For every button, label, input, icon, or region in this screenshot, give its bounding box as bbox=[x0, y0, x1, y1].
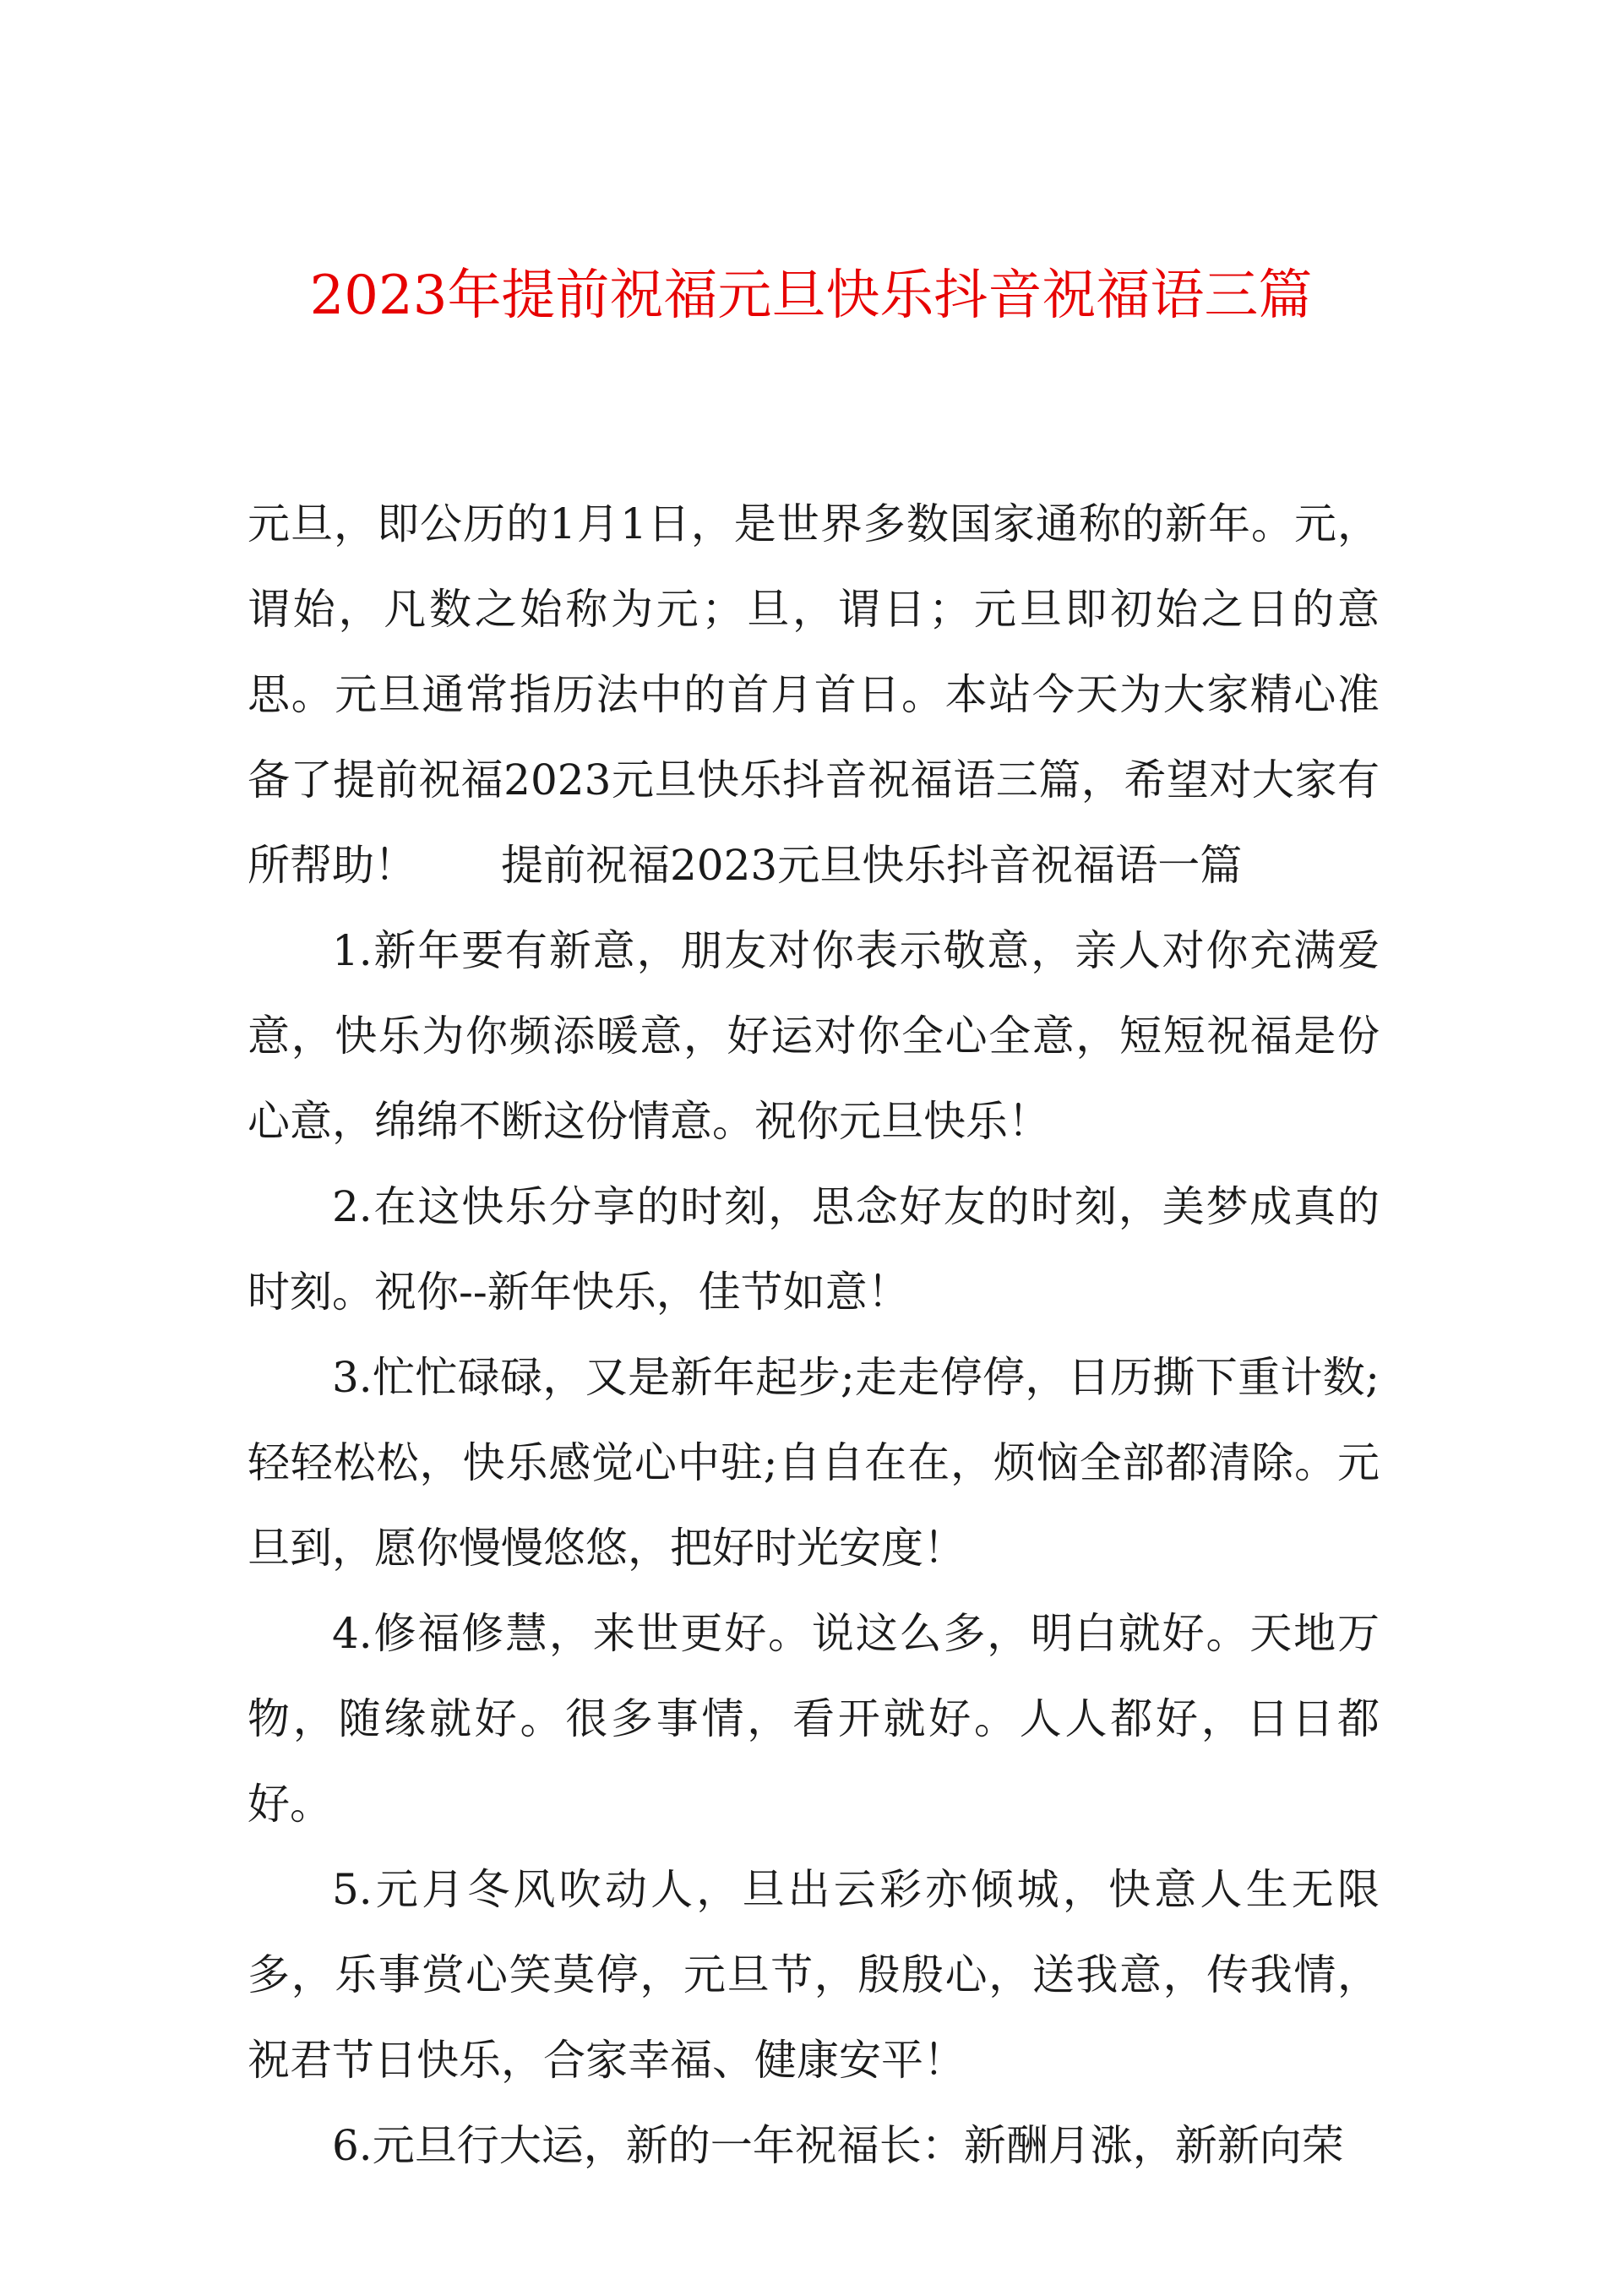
list-item: 3.忙忙碌碌，又是新年起步;走走停停，日历撕下重计数;轻轻松松，快乐感觉心中驻;自自在在，烦恼全部都清除。元旦到，愿你慢慢悠悠，把好时光安度！ bbox=[248, 1353, 1380, 1573]
list-item: 1.新年要有新意，朋友对你表示敬意，亲人对你充满爱意，快乐为你频添暖意，好运对你全心全意，短短祝福是份心意，绵绵不断这份情意。祝你元旦快乐！ bbox=[248, 926, 1380, 1146]
section-heading: 提前祝福2023元旦快乐抖音祝福语一篇 bbox=[501, 841, 1243, 890]
list-item: 2.在这快乐分享的时刻，思念好友的时刻，美梦成真的时刻。祝你--新年快乐，佳节如意！ bbox=[248, 1182, 1380, 1317]
intro-paragraph bbox=[248, 482, 1380, 908]
intro-text: 元旦，即公历的1月1日，是世界多数国家通称的新年。元，谓始，凡数之始称为元；旦，谓日；元旦即初始之日的意思。元旦通常指历法中的首月首日。本站今天为大家精心准备了提前祝福2023元旦快乐抖音祝福语三篇，希望对大家有所帮助！ bbox=[248, 499, 1380, 890]
list-item: 6.元旦行大运，新的一年祝福长：新酬月涨，新新向荣 bbox=[332, 2121, 1344, 2170]
list-item: 4.修福修慧，来世更好。说这么多，明白就好。天地万物，随缘就好。很多事情，看开就好。人人都好，日日都好。 bbox=[248, 1609, 1380, 1829]
document-title: 2023年提前祝福元旦快乐抖音祝福语三篇 bbox=[309, 265, 1313, 327]
document-body bbox=[248, 482, 1380, 2189]
list-item: 5.元月冬风吹动人，旦出云彩亦倾城，快意人生无限多，乐事赏心笑莫停，元旦节，殷殷心，送我意，传我情，祝君节日快乐，合家幸福、健康安平！ bbox=[248, 1865, 1380, 2085]
